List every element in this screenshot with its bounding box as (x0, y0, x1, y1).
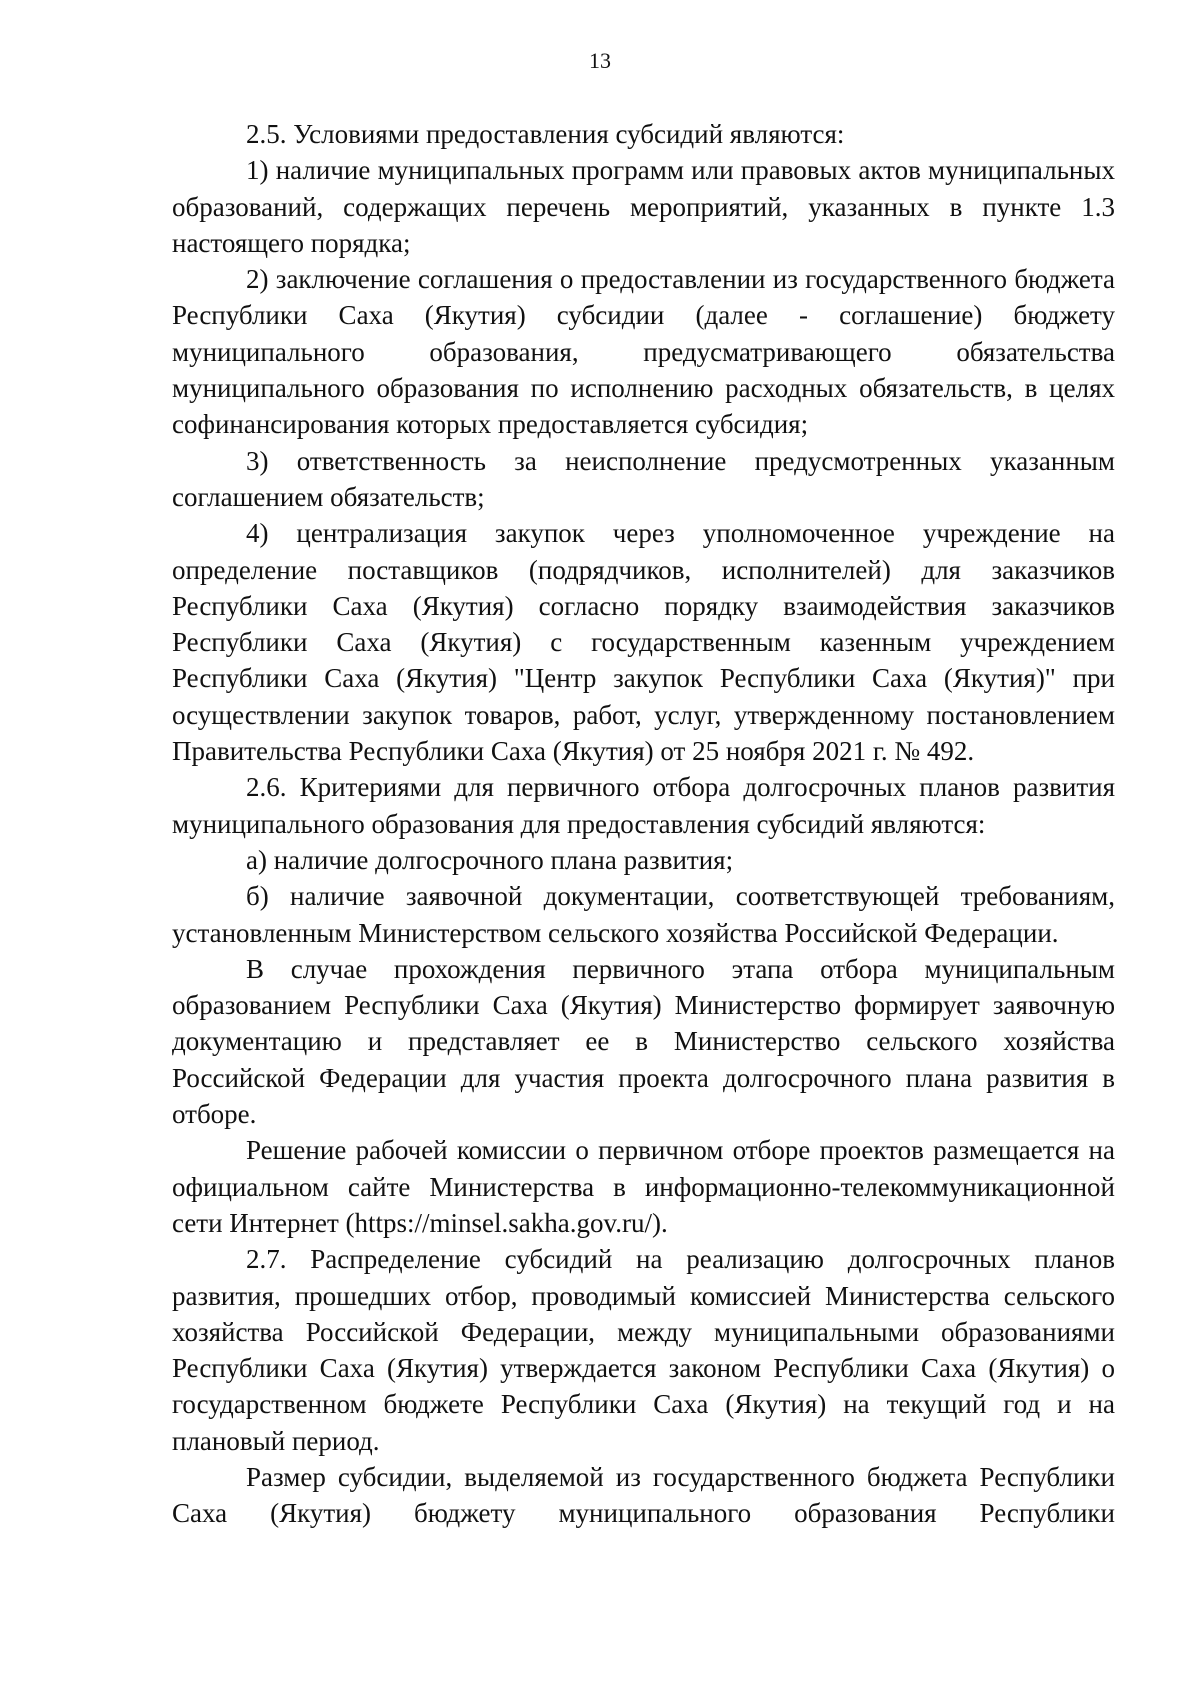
paragraph-condition-4: 4) централизация закупок через уполномоченное учреждение на определение поставщиков (подрядчиков, исполнителей) для заказчиков Республики Саха (Якутия) согласно порядку взаимодействия заказчиков Республики Саха (Якутия) с государственным казенным учреждением Республики Саха (Якутия) "Центр закупок Республики Саха (Якутия)" при осуществлении закупок товаров, работ, услуг, утвержденному постановлением Правительства Республики Саха (Якутия) от 25 ноября 2021 г. № 492. (172, 518, 1115, 767)
paragraph-subsidy-size: Размер субсидии, выделяемой из государственного бюджета Республики Саха (Якутия) бюджету муниципального образования Республики (172, 1461, 1115, 1529)
paragraph-commission-decision: Решение рабочей комиссии о первичном отборе проектов размещается на официальном сайте Министерства в информационно-телекоммуникационной сети Интернет (https://minsel.sakha.gov.ru/). (172, 1135, 1115, 1238)
document-body (172, 116, 1115, 1532)
paragraph-condition-3: 3) ответственность за неисполнение предусмотренных указанным соглашением обязательств; (172, 445, 1115, 512)
paragraph-condition-1: 1) наличие муниципальных программ или правовых актов муниципальных образований, содержащих перечень мероприятий, указанных в пункте 1.3 настоящего порядка; (172, 155, 1115, 258)
page-number: 13 (589, 48, 611, 73)
paragraph-2-5: 2.5. Условиями предоставления субсидий являются: (246, 119, 845, 149)
paragraph-first-stage: В случае прохождения первичного этапа отбора муниципальным образованием Республики Саха (Якутия) Министерство формирует заявочную документацию и представляет ее в Министерство сельского хозяйства Российской Федерации для участия проекта долгосрочного плана развития в отборе. (172, 953, 1115, 1130)
paragraph-criterion-a: а) наличие долгосрочного плана развития; (246, 844, 734, 875)
paragraph-criterion-b: б) наличие заявочной документации, соответствующей требованиям, установленным Министерством сельского хозяйства Российской Федерации. (172, 881, 1115, 948)
paragraph-2-7: 2.7. Распределение субсидий на реализацию долгосрочных планов развития, прошедших отбор, проводимый комиссией Министерства сельского хозяйства Российской Федерации, между муниципальными образованиями Республики Саха (Якутия) утверждается законом Республики Саха (Якутия) о государственном бюджете Республики Саха (Якутия) на текущий год и на плановый период. (172, 1244, 1115, 1456)
paragraph-condition-2: 2) заключение соглашения о предоставлении из государственного бюджета Республики Саха (Якутия) субсидии (далее - соглашение) бюджету муниципального образования, предусматривающего обязательства муниципального образования по исполнению расходных обязательств, в целях софинансирования которых предоставляется субсидия; (172, 264, 1115, 440)
paragraph-2-6: 2.6. Критериями для первичного отбора долгосрочных планов развития муниципального образования для предоставления субсидий являются: (172, 772, 1115, 839)
